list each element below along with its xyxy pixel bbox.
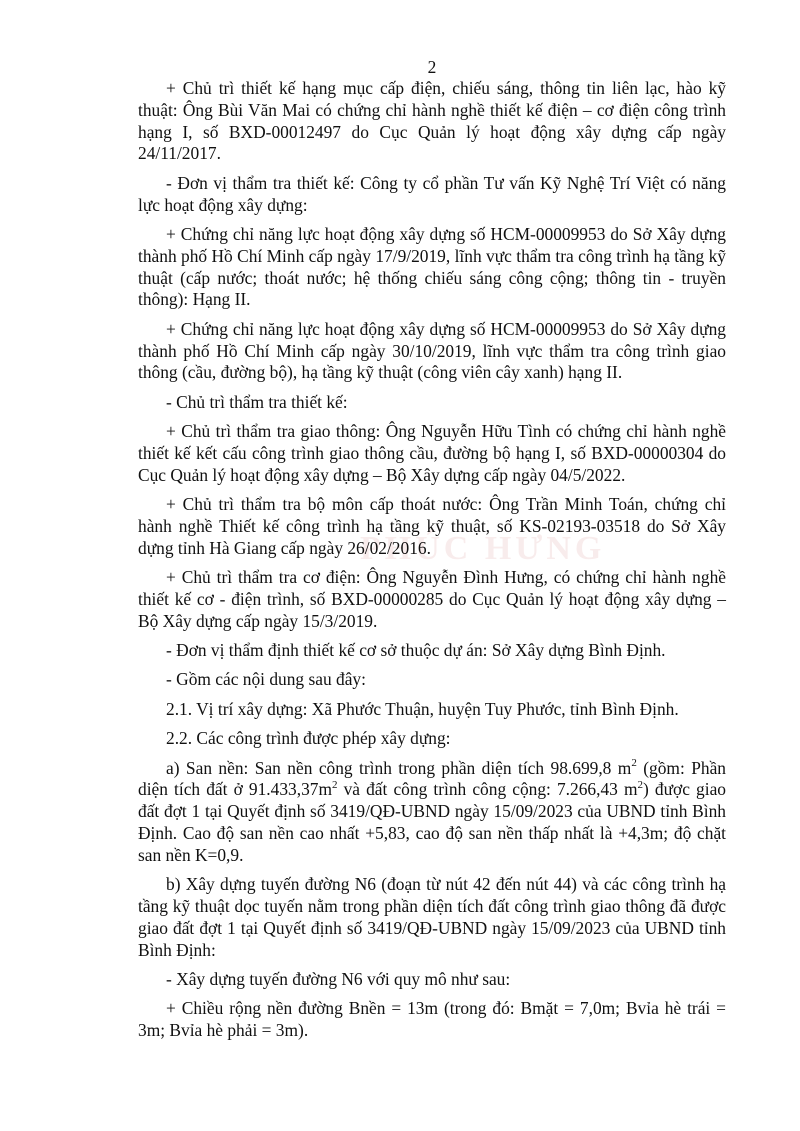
text-run: a) San nền: San nền công trình trong phần diện tích 98.699,8 m bbox=[166, 757, 632, 778]
paragraph-review-lead-heading: - Chủ trì thẩm tra thiết kế: bbox=[166, 391, 348, 412]
paragraph-appraisal-unit: - Đơn vị thẩm định thiết kế cơ sở thuộc dự án: Sở Xây dựng Bình Định. bbox=[166, 640, 666, 661]
superscript: 2 bbox=[637, 778, 643, 791]
paragraph-review-lead-electrical: + Chủ trì thẩm tra cơ điện: Ông Nguyễn Đình Hưng, có chứng chỉ hành nghề thiết kế cơ - điện trình, số BXD-00000285 do Cục Quản lý hoạt động xây dựng – Bộ Xây dựng cấp ngày 15/3/2019. bbox=[138, 567, 726, 631]
paragraph-review-unit: - Đơn vị thẩm tra thiết kế: Công ty cổ phần Tư vấn Kỹ Nghệ Trí Việt có năng lực hoạt động xây dựng: bbox=[138, 172, 726, 215]
watermark: PHÚC HƯNG bbox=[360, 530, 606, 567]
paragraph-review-lead-traffic: + Chủ trì thẩm tra giao thông: Ông Nguyễn Hữu Tình có chứng chỉ hành nghề thiết kế kết cấu công trình giao thông cầu, đường bộ hạng I, số BXD-00000304 do Cục Quản lý hoạt động xây dựng – Bộ Xây dựng cấp ngày 04/5/2022. bbox=[138, 421, 726, 485]
paragraph-certificate-1: + Chứng chỉ năng lực hoạt động xây dựng số HCM-00009953 do Sở Xây dựng thành phố Hồ Chí Minh cấp ngày 17/9/2019, lĩnh vực thẩm tra công trình hạ tầng kỹ thuật (cấp nước; thoát nước; hệ thống chiếu sáng công cộng; thông tin - truyền thông): Hạng II. bbox=[138, 223, 726, 310]
paragraph-design-lead-electrical: + Chủ trì thiết kế hạng mục cấp điện, chiếu sáng, thông tin liên lạc, hào kỹ thuật: Ông Bùi Văn Mai có chứng chỉ hành nghề thiết kế điện – cơ điện công trình hạng I, số BXD-00012497 do Cục Quản lý hoạt động xây dựng cấp ngày 24/11/2017. bbox=[138, 78, 726, 164]
superscript: 2 bbox=[631, 756, 637, 769]
paragraph-contents-heading: - Gồm các nội dung sau đây: bbox=[166, 669, 366, 690]
paragraph-road-n6: b) Xây dựng tuyến đường N6 (đoạn từ nút 42 đến nút 44) và các công trình hạ tầng kỹ thuật dọc tuyến nằm trong phần diện tích đất công trình giao thông đã được giao đất đợt 1 tại Quyết định số 3419/QĐ-UBND ngày 15/09/2023 của UBND tỉnh Bình Định: bbox=[138, 874, 726, 960]
paragraph-road-n6-scale: - Xây dựng tuyến đường N6 với quy mô như sau: bbox=[166, 969, 511, 989]
paragraph-certificate-2: + Chứng chỉ năng lực hoạt động xây dựng số HCM-00009953 do Sở Xây dựng thành phố Hồ Chí Minh cấp ngày 30/10/2019, lĩnh vực thẩm tra công trình giao thông (cầu, đường bộ), hạ tầng kỹ thuật (công viên cây xanh) hạng II. bbox=[138, 318, 726, 383]
paragraph-permitted-works: 2.2. Các công trình được phép xây dựng: bbox=[166, 728, 451, 749]
text-run: (gồm: Phần diện tích đất ở 91.433,37m bbox=[138, 757, 726, 800]
text-run: và đất công trình công cộng: 7.266,43 m bbox=[337, 779, 638, 800]
paragraph-location: 2.1. Vị trí xây dựng: Xã Phước Thuận, huyện Tuy Phước, tỉnh Bình Định. bbox=[166, 698, 679, 719]
text-run: ) được giao đất đợt 1 tại Quyết định số 3419/QĐ-UBND ngày 15/09/2023 của UBND tỉnh Bình Định. Cao độ san nền cao nhất +5,83, cao độ san nền thấp nhất là +4,3m; độ chặt san nền K=0,9. bbox=[138, 779, 726, 865]
document-page bbox=[138, 56, 726, 1050]
superscript: 2 bbox=[331, 778, 338, 791]
paragraph-review-lead-water: + Chủ trì thẩm tra bộ môn cấp thoát nước: Ông Trần Minh Toán, chứng chỉ hành nghề Thiết kế công trình hạ tầng kỹ thuật, số KS-02193-03518 do Sở Xây dựng tỉnh Hà Giang cấp ngày 26/02/2016. bbox=[138, 494, 726, 558]
paragraph-road-width: + Chiều rộng nền đường Bnền = 13m (trong đó: Bmặt = 7,0m; Bvỉa hè trái = 3m; Bvỉa hè phải = 3m). bbox=[138, 998, 726, 1041]
page-number: 2 bbox=[427, 57, 437, 77]
paragraph-site-leveling bbox=[138, 758, 726, 867]
